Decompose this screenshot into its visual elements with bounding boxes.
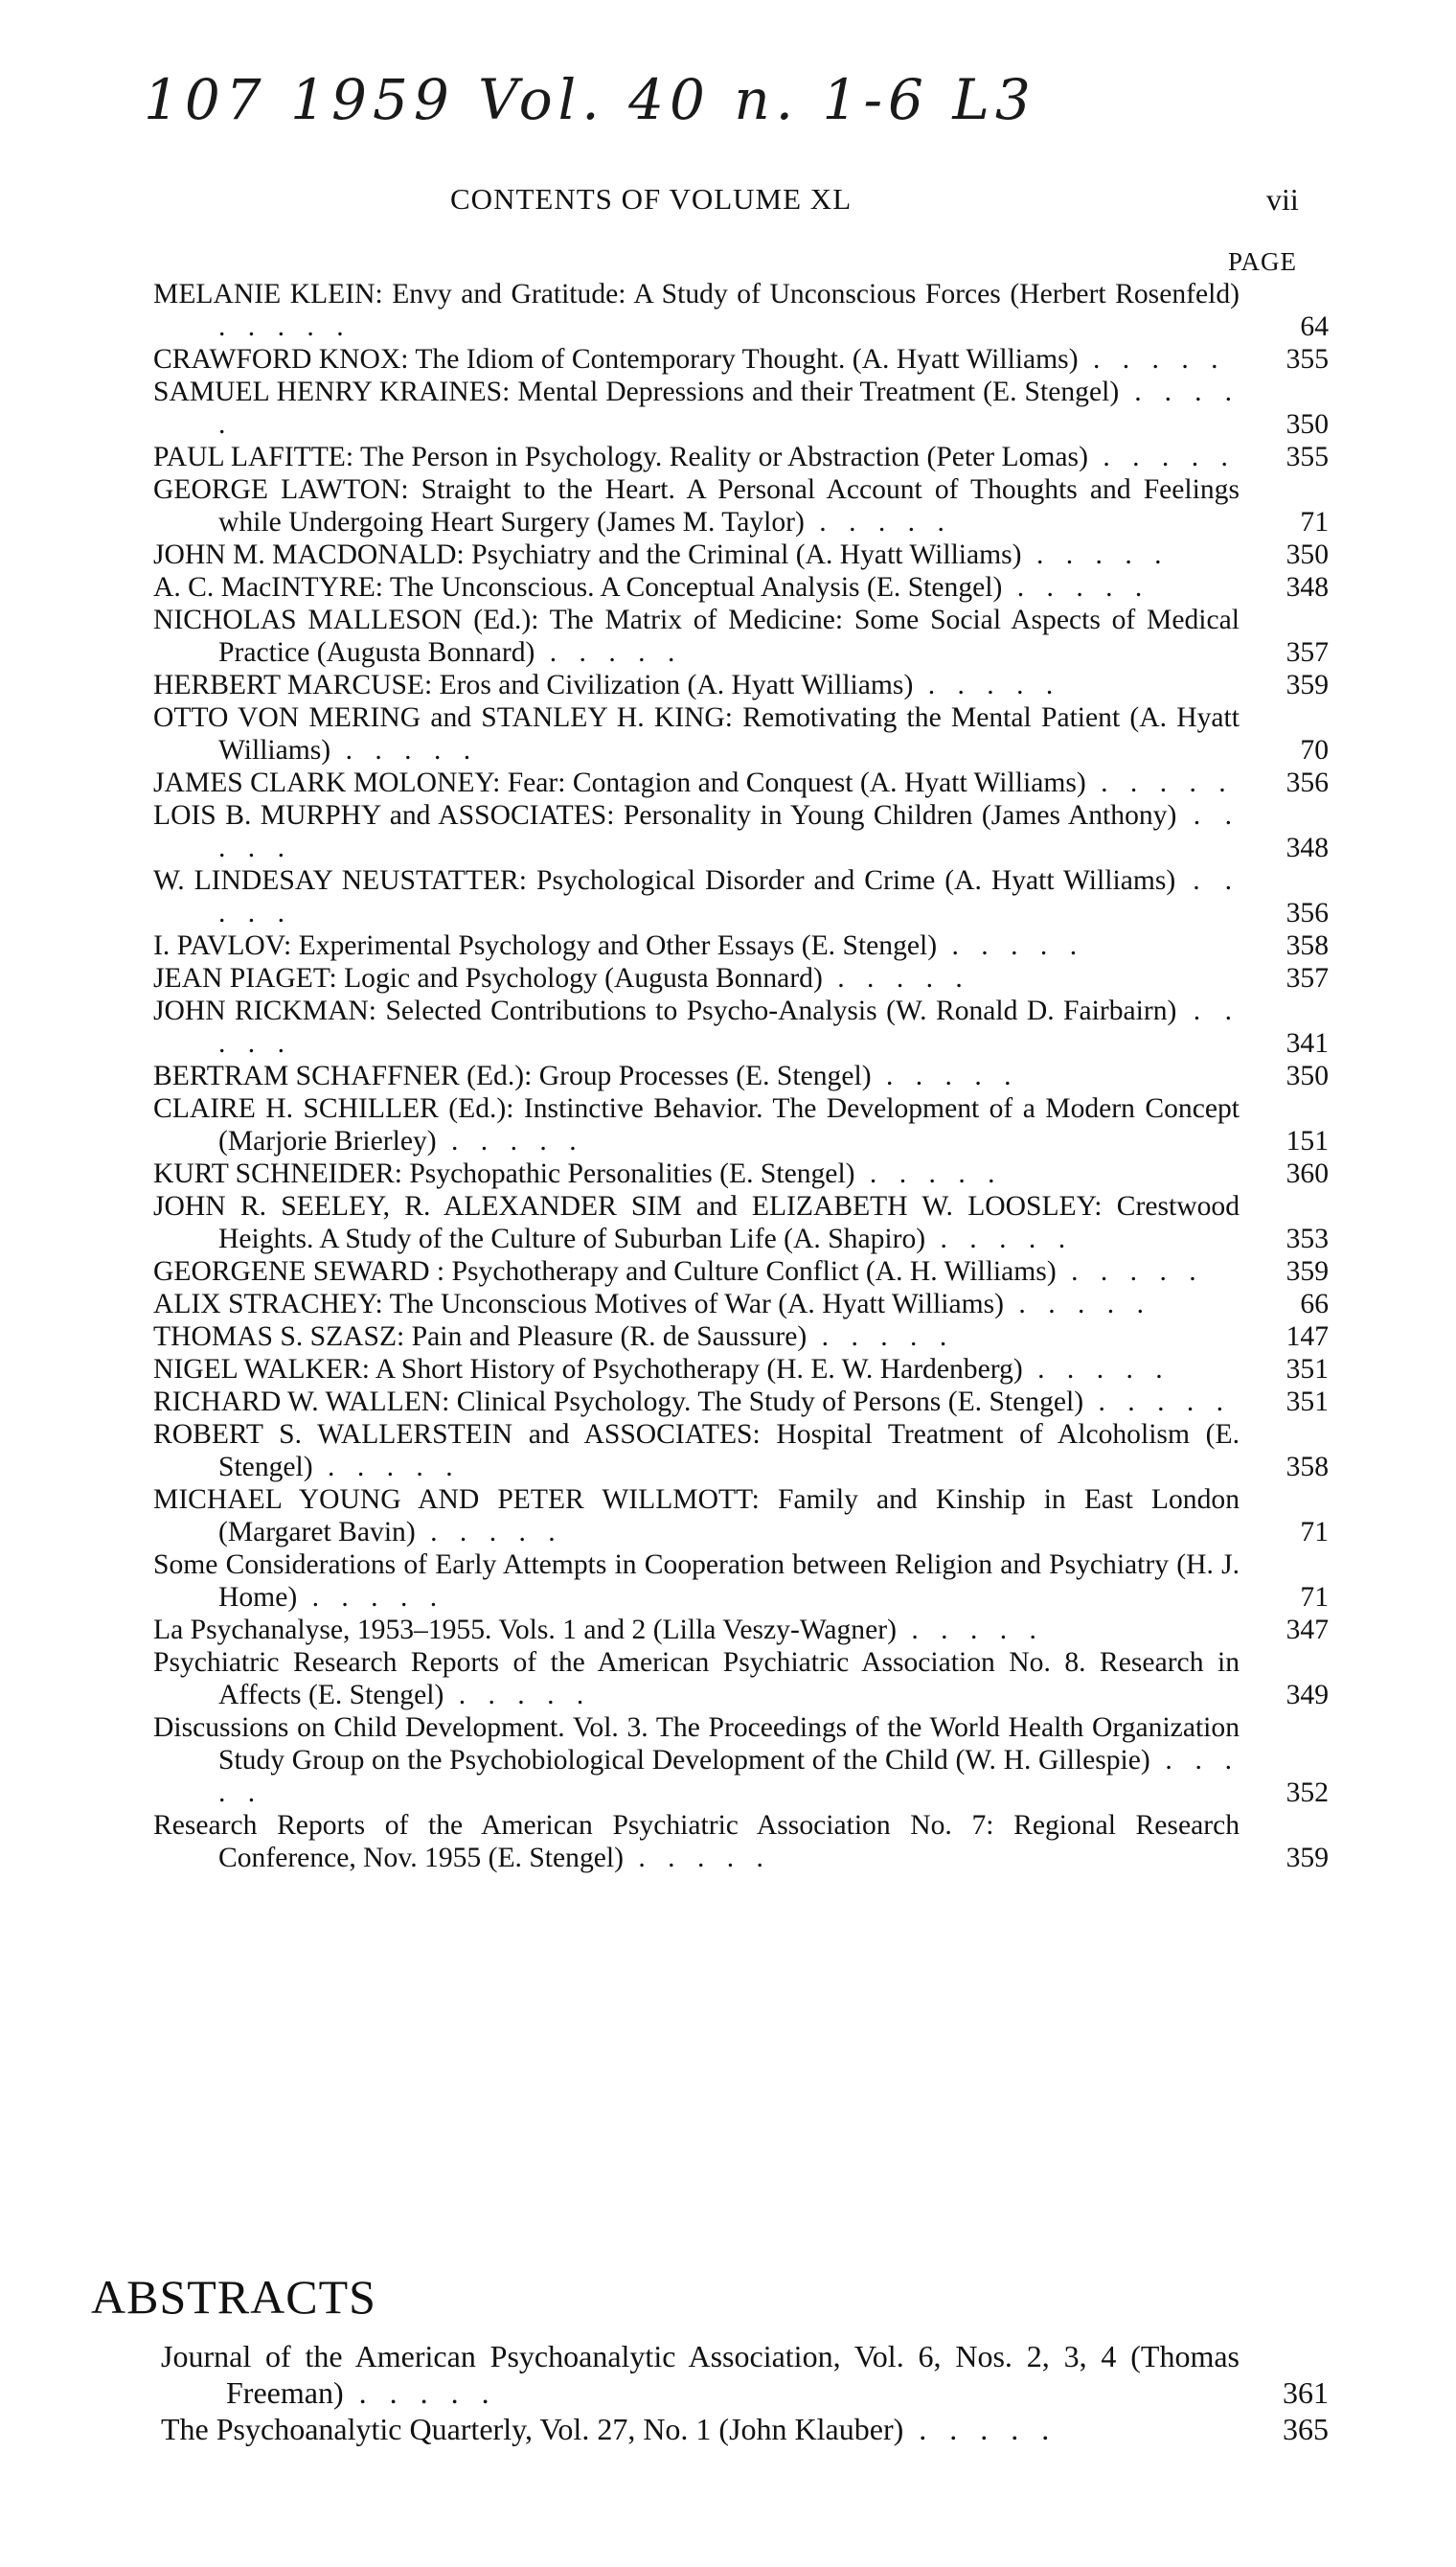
entry-title <box>153 1646 1240 1711</box>
contents-entry <box>153 604 1329 669</box>
entry-page-number: 147 <box>1285 1321 1329 1352</box>
entry-title <box>153 1418 1240 1483</box>
entry-title <box>153 929 1240 962</box>
dot-leader: . . . . . <box>218 377 1240 440</box>
entry-title <box>153 1809 1240 1874</box>
contents-entry <box>153 1092 1329 1157</box>
contents-entry <box>153 1809 1329 1874</box>
entry-page-number: 350 <box>1285 1061 1329 1091</box>
entry-text: MELANIE KLEIN: Envy and Gratitude: A Study of Unconscious Forces (Herbert Rosenfeld) <box>153 279 1240 309</box>
dot-leader: . . . . . <box>1087 442 1236 472</box>
entry-text: Psychiatric Research Reports of the American Psychiatric Association No. 8. Research in Affects (E. Stengel) <box>153 1647 1240 1710</box>
contents-entry <box>153 1353 1329 1386</box>
entry-page-number: 355 <box>1285 442 1329 472</box>
entry-page-number: 70 <box>1300 735 1329 766</box>
entry-page-number: 365 <box>1283 2412 1329 2446</box>
entry-text: THOMAS S. SZASZ: Pain and Pleasure (R. de Saussure) <box>153 1321 808 1352</box>
running-head-page-number: vii <box>1266 182 1299 217</box>
entry-title <box>153 278 1240 343</box>
entry-title <box>153 1711 1240 1809</box>
entry-page-number: 71 <box>1300 1582 1329 1613</box>
abstracts-heading: ABSTRACTS <box>91 2270 376 2324</box>
entry-text: ROBERT S. WALLERSTEIN and ASSOCIATES: Hospital Treatment of Alcoholism (E. Stengel) <box>153 1419 1240 1482</box>
dot-leader: . . . . . <box>822 963 970 994</box>
entry-page-number: 71 <box>1300 507 1329 538</box>
dot-leader: . . . . . <box>1022 1354 1171 1385</box>
entry-text: La Psychanalyse, 1953–1955. Vols. 1 and 2 (Lilla Veszy-Wagner) <box>153 1615 897 1645</box>
contents-entry <box>153 473 1329 539</box>
contents-entry <box>153 864 1329 929</box>
entry-page-number: 151 <box>1285 1126 1329 1157</box>
entry-page-number: 352 <box>1285 1777 1329 1808</box>
entry-page-number: 64 <box>1300 311 1329 342</box>
entry-title <box>153 1353 1240 1386</box>
entry-title <box>153 1483 1240 1548</box>
dot-leader: . . . . . <box>444 1680 592 1710</box>
entry-page-number: 356 <box>1285 898 1329 928</box>
entry-text: KURT SCHNEIDER: Psychopathic Personalities (E. Stengel) <box>153 1158 855 1189</box>
dot-leader: . . . . . <box>1083 1387 1232 1417</box>
entry-page-number: 361 <box>1283 2375 1329 2410</box>
entry-text: OTTO VON MERING and STANLEY H. KING: Remotivating the Mental Patient (A. Hyatt Williams) <box>153 702 1240 766</box>
entry-text: GEORGENE SEWARD : Psychotherapy and Culture Conflict (A. H. Williams) <box>153 1256 1057 1287</box>
entry-title <box>153 1288 1240 1320</box>
entry-title <box>153 539 1240 571</box>
contents-entry <box>153 1646 1329 1711</box>
entry-page-number: 349 <box>1285 1680 1329 1710</box>
entry-title <box>153 473 1240 539</box>
dot-leader: . . . . . <box>415 1517 563 1547</box>
entry-title <box>153 343 1240 376</box>
contents-entry <box>153 539 1329 571</box>
dot-leader: . . . . . <box>903 2412 1058 2446</box>
entry-title <box>153 864 1240 929</box>
entry-title <box>153 669 1240 701</box>
contents-entry <box>153 1320 1329 1353</box>
entry-text: Some Considerations of Early Attempts in Cooperation between Religion and Psychiatry (H. J. Home) <box>153 1549 1240 1613</box>
entry-page-number: 359 <box>1285 1843 1329 1873</box>
entry-title <box>153 1386 1240 1418</box>
dot-leader: . . . . . <box>312 1452 461 1482</box>
entry-page-number: 358 <box>1285 1452 1329 1482</box>
entry-title <box>153 571 1240 604</box>
entry-text: JOHN R. SEELEY, R. ALEXANDER SIM and ELIZABETH W. LOOSLEY: Crestwood Heights. A Study of the Culture of Suburban Life (A. Shapiro) <box>153 1191 1240 1254</box>
entry-title <box>153 1548 1240 1614</box>
contents-entry <box>161 2411 1329 2447</box>
entry-page-number: 357 <box>1285 963 1329 994</box>
entry-title <box>153 962 1240 995</box>
entry-title <box>153 1060 1240 1092</box>
entry-page-number: 71 <box>1300 1517 1329 1547</box>
entry-page-number: 360 <box>1285 1158 1329 1189</box>
entry-text: PAUL LAFITTE: The Person in Psychology. Reality or Abstraction (Peter Lomas) <box>153 442 1088 472</box>
contents-entry <box>153 1614 1329 1646</box>
entry-text: NICHOLAS MALLESON (Ed.): The Matrix of Medicine: Some Social Aspects of Medical Practice (Augusta Bonnard) <box>153 605 1240 668</box>
contents-entry <box>153 669 1329 701</box>
entry-page-number: 348 <box>1285 833 1329 863</box>
entry-title <box>161 2338 1240 2411</box>
contents-entry <box>153 1157 1329 1190</box>
entry-page-number: 66 <box>1300 1289 1329 1319</box>
entry-page-number: 350 <box>1285 409 1329 440</box>
entry-text: JAMES CLARK MOLONEY: Fear: Contagion and Conquest (A. Hyatt Williams) <box>153 768 1086 798</box>
abstracts-list <box>161 2338 1329 2447</box>
contents-entry <box>153 1418 1329 1483</box>
entry-title <box>153 441 1240 473</box>
entry-text: JOHN M. MACDONALD: Psychiatry and the Criminal (A. Hyatt Williams) <box>153 539 1022 570</box>
contents-entry <box>153 1386 1329 1418</box>
dot-leader: . . . . . <box>218 311 352 342</box>
contents-entry <box>153 343 1329 376</box>
dot-leader: . . . . . <box>913 670 1061 700</box>
entry-text: LOIS B. MURPHY and ASSOCIATES: Personality in Young Children (James Anthony) <box>153 800 1177 831</box>
entry-title <box>153 799 1240 864</box>
entry-page-number: 357 <box>1285 637 1329 668</box>
entry-page-number: 356 <box>1285 768 1329 798</box>
contents-entry <box>153 962 1329 995</box>
entry-text: BERTRAM SCHAFFNER (Ed.): Group Processes (E. Stengel) <box>153 1061 872 1091</box>
dot-leader: . . . . . <box>896 1615 1044 1645</box>
handwritten-annotation: 107 1959 Vol. 40 n. 1-6 L3 <box>144 67 1036 132</box>
entry-text: MICHAEL YOUNG AND PETER WILLMOTT: Family and Kinship in East London (Margaret Bavin) <box>153 1484 1240 1547</box>
entry-page-number: 341 <box>1285 1028 1329 1059</box>
dot-leader: . . . . . <box>1078 344 1226 375</box>
dot-leader: . . . . . <box>1021 539 1170 570</box>
entry-text: I. PAVLOV: Experimental Psychology and Other Essays (E. Stengel) <box>153 930 938 961</box>
entry-page-number: 355 <box>1285 344 1329 375</box>
entry-page-number: 351 <box>1285 1387 1329 1417</box>
entry-text: HERBERT MARCUSE: Eros and Civilization (A. Hyatt Williams) <box>153 670 914 700</box>
entry-text: ALIX STRACHEY: The Unconscious Motives of War (A. Hyatt Williams) <box>153 1289 1004 1319</box>
entry-title <box>153 376 1240 441</box>
entry-page-number: 350 <box>1285 539 1329 570</box>
entry-page-number: 359 <box>1285 670 1329 700</box>
dot-leader: . . . . . <box>436 1126 584 1157</box>
dot-leader: . . . . . <box>807 1321 955 1352</box>
entry-text: A. C. MacINTYRE: The Unconscious. A Conceptual Analysis (E. Stengel) <box>153 572 1003 603</box>
contents-entry <box>153 1711 1329 1809</box>
entry-title <box>161 2411 1240 2447</box>
entry-text: RICHARD W. WALLEN: Clinical Psychology. The Study of Persons (E. Stengel) <box>153 1387 1084 1417</box>
entry-text: The Psychoanalytic Quarterly, Vol. 27, No. 1 (John Klauber) <box>161 2412 904 2446</box>
entry-title <box>153 1320 1240 1353</box>
contents-entry <box>153 1255 1329 1288</box>
dot-leader: . . . . . <box>925 1224 1074 1254</box>
entry-page-number: 347 <box>1285 1615 1329 1645</box>
entry-text: GEORGE LAWTON: Straight to the Heart. A Personal Account of Thoughts and Feelings while Undergoing Heart Surgery (James M. Taylor) <box>153 474 1240 538</box>
entry-text: W. LINDESAY NEUSTATTER: Psychological Disorder and Crime (A. Hyatt Williams) <box>153 865 1176 896</box>
entry-text: CRAWFORD KNOX: The Idiom of Contemporary Thought. (A. Hyatt Williams) <box>153 344 1079 375</box>
entry-title <box>153 1092 1240 1157</box>
contents-entry <box>153 799 1329 864</box>
entry-page-number: 351 <box>1285 1354 1329 1385</box>
dot-leader: . . . . . <box>218 865 1240 928</box>
contents-entry <box>153 767 1329 799</box>
dot-leader: . . . . . <box>1056 1256 1204 1287</box>
entry-text: JEAN PIAGET: Logic and Psychology (Augusta Bonnard) <box>153 963 823 994</box>
contents-entry <box>153 278 1329 343</box>
entry-page-number: 358 <box>1285 930 1329 961</box>
entry-text: NIGEL WALKER: A Short History of Psychotherapy (H. E. W. Hardenberg) <box>153 1354 1023 1385</box>
contents-entry <box>153 1288 1329 1320</box>
contents-entry <box>153 701 1329 767</box>
contents-entry <box>153 1190 1329 1255</box>
dot-leader: . . . . . <box>297 1582 445 1613</box>
entry-text: Research Reports of the American Psychiatric Association No. 7: Regional Research Conference, Nov. 1955 (E. Stengel) <box>153 1810 1240 1873</box>
contents-entry <box>153 441 1329 473</box>
dot-leader: . . . . . <box>804 507 952 538</box>
dot-leader: . . . . . <box>1085 768 1234 798</box>
dot-leader: . . . . . <box>218 800 1240 863</box>
page-column-label: PAGE <box>1228 247 1298 276</box>
entry-title <box>153 767 1240 799</box>
dot-leader: . . . . . <box>623 1843 771 1873</box>
entry-text: Journal of the American Psychoanalytic Association, Vol. 6, Nos. 2, 3, 4 (Thomas Freeman) <box>161 2339 1240 2410</box>
entry-page-number: 359 <box>1285 1256 1329 1287</box>
entry-page-number: 348 <box>1285 572 1329 603</box>
contents-entry <box>161 2338 1329 2411</box>
dot-leader: . . . . . <box>1002 572 1150 603</box>
entry-title <box>153 604 1240 669</box>
contents-entry <box>153 929 1329 962</box>
dot-leader: . . . . . <box>871 1061 1019 1091</box>
contents-entry <box>153 376 1329 441</box>
dot-leader: . . . . . <box>937 930 1085 961</box>
entry-page-number: 353 <box>1285 1224 1329 1254</box>
entry-text: Discussions on Child Development. Vol. 3. The Proceedings of the World Health Organization Study Group on the Psychobiological Development of the Child (W. H. Gillespie) <box>153 1712 1240 1776</box>
contents-entry <box>153 571 1329 604</box>
dot-leader: . . . . . <box>535 637 683 668</box>
dot-leader: . . . . . <box>330 735 479 766</box>
dot-leader: . . . . . <box>854 1158 1003 1189</box>
entry-title <box>153 1157 1240 1190</box>
contents-entry <box>153 1548 1329 1614</box>
dot-leader: . . . . . <box>1004 1289 1151 1319</box>
contents-entry <box>153 1483 1329 1548</box>
running-head-title: CONTENTS OF VOLUME XL <box>450 182 853 216</box>
contents-entry <box>153 1060 1329 1092</box>
entry-text: JOHN RICKMAN: Selected Contributions to Psycho-Analysis (W. Ronald D. Fairbairn) <box>153 996 1177 1026</box>
dot-leader: . . . . . <box>218 996 1240 1059</box>
entry-title <box>153 1614 1240 1646</box>
entry-text: CLAIRE H. SCHILLER (Ed.): Instinctive Behavior. The Development of a Modern Concept (Marjorie Brierley) <box>153 1093 1240 1157</box>
entry-text: SAMUEL HENRY KRAINES: Mental Depressions and their Treatment (E. Stengel) <box>153 377 1120 407</box>
contents-list <box>153 278 1329 1874</box>
entry-title <box>153 701 1240 767</box>
entry-title <box>153 1255 1240 1288</box>
contents-entry <box>153 995 1329 1060</box>
entry-title <box>153 995 1240 1060</box>
dot-leader: . . . . . <box>343 2375 497 2410</box>
entry-title <box>153 1190 1240 1255</box>
dot-leader: . . . . . <box>218 1745 1240 1808</box>
running-head <box>0 182 1456 220</box>
